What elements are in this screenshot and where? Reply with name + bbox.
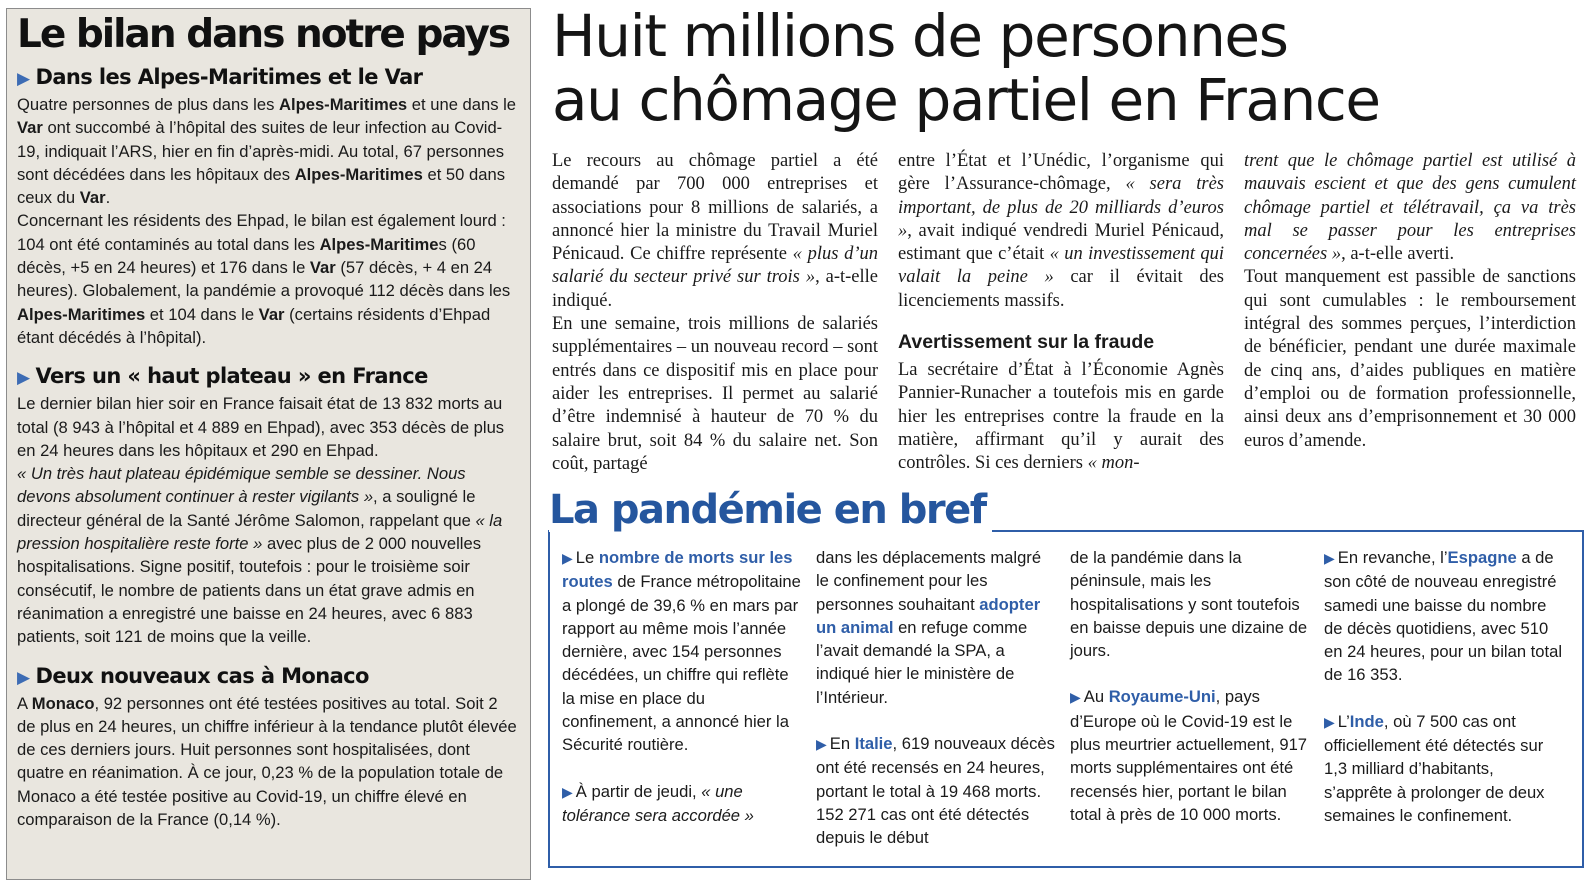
triangle-bullet-icon: ▶ (816, 736, 827, 753)
sidebar-section-france (17, 363, 520, 648)
quote-text: « une tolérance sera accordée » (562, 781, 754, 825)
text-run: , 92 personnes ont été testées positives au total. Soit 2 de plus en 24 heures, un chiffre inférieur à la tendance plutôt élevée de ces derniers jours. Huit personnes sont hospitalisées, dont quatre en réanimation. À ce jour, 0,23 % de la population totale de Monaco a été testée positive au Covid-19, un chiffre élevé en comparaison de la France (0,14 %). (17, 693, 517, 830)
article-column-1 (552, 150, 878, 476)
text-run: (57 décès, + 4 en 24 heures). Globalement, la pandémie a provoqué 112 décès dans les (17, 258, 511, 301)
bold-text: Var (79, 188, 106, 208)
text-run: , où 7 500 cas ont officiellement été détectés sur 1,3 milliard d’habitants, s’apprête à prolonger de deux semaines le confinement. (1324, 711, 1545, 825)
bold-text: Italie (854, 734, 893, 754)
text-run: s (60 décès, +5 en 24 heures) et 176 dans le (17, 234, 476, 278)
quote-text: « mon- (1087, 453, 1140, 474)
text-run: car il évitait des licenciements massifs. (898, 267, 1224, 311)
bref-item (562, 780, 802, 828)
text-run: La secrétaire d’État à l’Économie Agnès Pannier-Runacher a toutefois mis en garde hier les entreprises contre la fraude en la matière, affirmant qu’il y aurait des contrôles. Si ces derniers (898, 360, 1224, 474)
bold-text: Monaco (31, 693, 95, 713)
text-run: L’ (1337, 711, 1350, 731)
bold-text: Inde (1349, 711, 1384, 731)
text-run: dans les déplacements malgré le confinement pour les personnes souhaitant (816, 548, 1042, 614)
text-run: , a-t-elle indiqué. (552, 267, 879, 311)
paragraph (17, 462, 520, 648)
bold-text: Var (258, 304, 285, 324)
subheading-fraude: Avertissement sur la fraude (898, 331, 1155, 354)
text-run: A (17, 693, 32, 713)
paragraph (1244, 266, 1576, 452)
text-run: de la pandémie dans la péninsule, mais les hospitalisations y sont toutefois en baisse depuis une dizaine de jours. (1070, 548, 1308, 661)
section-body (17, 692, 520, 832)
bold-text: Alpes-Maritimes (17, 304, 146, 324)
triangle-bullet-icon: ▶ (1324, 713, 1335, 730)
sidebar-box (6, 8, 531, 880)
article-column-3 (1244, 150, 1576, 453)
triangle-bullet-icon: ▶ (562, 783, 573, 800)
bref-column-2 (816, 546, 1056, 873)
text-run: (certains résidents d’Ehpad étant décédés à l’hôpital). (17, 304, 491, 347)
paragraph (898, 359, 1224, 475)
article-column-2-top (898, 150, 1224, 313)
text-run: , 619 nouveaux décès ont été recensés en 24 heures, portant le total à 19 468 morts. 152 271 cas ont été détectés depuis le début (816, 734, 1055, 848)
paragraph (552, 313, 878, 476)
bref-item (1324, 710, 1564, 827)
text-run: , avait indiqué vendredi Muriel Pénicaud, estimant que c’était (898, 220, 1224, 265)
bold-text: Var (309, 258, 336, 278)
bref-item (1324, 546, 1564, 687)
text-run: , a souligné le directeur général de la Santé Jérôme Salomon, rappelant que (17, 487, 476, 530)
section-heading: ▶ Vers un « haut plateau » en France (17, 364, 428, 389)
text-run: en refuge comme l’avait demandé la SPA, a indiqué hier le ministère de l’Intérieur. (816, 617, 1028, 707)
bold-text: nombre de morts sur les routes (562, 548, 793, 592)
bref-title: La pandémie en bref (549, 488, 992, 532)
quote-text: « plus d’un salarié du secteur privé sur trois » (552, 244, 879, 288)
text-run: Quatre personnes de plus dans les (17, 95, 279, 114)
paragraph (17, 392, 520, 462)
bold-text: Alpes-Maritime (319, 234, 439, 254)
paragraph (1244, 150, 1576, 266)
bold-text: Var (17, 118, 43, 138)
text-run: Le recours au chômage partiel a été demandé par 700 000 entreprises et associations pour 8 millions de salariés, a annoncé hier la ministre du Travail Muriel Pénicaud. Ce chiffre représente (552, 151, 878, 265)
bold-text: Espagne (1447, 548, 1517, 567)
quote-text: trent que le chômage partiel est utilisé à mauvais escient et que des gens cumulent chômage partiel et télétravail, ça va très mal se passer pour les entreprises concernées » (1244, 151, 1576, 265)
paragraph (17, 692, 520, 832)
paragraph (17, 209, 520, 349)
section-heading: ▶ Deux nouveaux cas à Monaco (17, 663, 369, 688)
bref-item (562, 546, 802, 757)
bref-column-4 (1324, 546, 1564, 850)
text-run: a de son côté de nouveau enregistré samedi une baisse du nombre de décès quotidiens, avec 510 en 24 heures, pour un bilan total de 16 353. (1324, 548, 1563, 685)
text-run: En revanche, l’ (1337, 548, 1448, 567)
text-run: de France métropolitaine a plongé de 39,6 % en mars par rapport au même mois l’année dernière, avec 154 personnes décédées, un chiffre qui reflète la mise en place du confinement, a annoncé hier la Sécurité routière. (562, 572, 801, 755)
text-run: entre l’État et l’Unédic, l’organisme qui gère l’Assurance-chômage, (898, 151, 1224, 195)
text-run: ont succombé à l’hôpital des suites de leur infection au Covid-19, indiquait l’ARS, hier en fin d’après-midi. Au total, 67 personnes sont décédées dans les hôpitaux des (17, 118, 505, 184)
text-run: En une semaine, trois millions de salariés supplémentaires – un nouveau record – sont entrés dans ce dispositif mis en place pour aider les entreprises. Il permet au salarié d’être indemnisé à hauteur de 70 % du salaire brut, soit 84 % du salaire net. Son coût, partagé (552, 314, 878, 474)
text-run: et 104 dans le (145, 304, 259, 324)
triangle-bullet-icon: ▶ (562, 550, 573, 566)
triangle-bullet-icon: ▶ (17, 69, 30, 89)
section-body (17, 93, 520, 349)
quote-text: « la pression hospitalière reste forte » (17, 510, 503, 554)
triangle-bullet-icon: ▶ (17, 368, 30, 389)
text-run: Au (1083, 687, 1109, 707)
paragraph (17, 93, 520, 209)
bold-text: Royaume-Uni (1108, 687, 1216, 707)
article-column-2 (898, 150, 1224, 476)
text-run: Tout manquement est passible de sanctions qui sont cumulables : le remboursement intégral des sommes perçues, l’interdiction de bénéficier, pendant une durée maximale de cinq ans, d’aides publiques en matière d’emploi ou de formation professionnelle, ainsi deux ans d’emprisonnement et 30 000 euros d’amende. (1244, 267, 1576, 451)
bref-item (816, 546, 1056, 709)
text-run: Le (575, 548, 599, 567)
paragraph (552, 150, 878, 313)
sidebar-section-alpes (17, 64, 520, 349)
text-run: et une dans le (407, 95, 517, 114)
text-run: , a-t-elle averti. (1341, 244, 1455, 265)
bref-column-3 (1070, 546, 1310, 849)
article-columns (552, 150, 1582, 480)
section-body (17, 392, 520, 648)
bref-box (548, 530, 1584, 868)
bref-item (1070, 546, 1310, 662)
triangle-bullet-icon: ▶ (1324, 550, 1335, 566)
bref-item (816, 732, 1056, 849)
bref-column-1 (562, 546, 802, 850)
text-run: , pays d’Europe où le Covid-19 est le plus meurtrier actuellement, 917 morts supplémentaires ont été recensés hier, portant le bilan total à près de 10 000 morts. (1070, 687, 1308, 824)
bold-text: Alpes-Maritimes (278, 95, 408, 114)
section-heading: ▶ Dans les Alpes-Maritimes et le Var (17, 65, 423, 89)
quote-text: « un investissement qui valait la peine » (898, 244, 1224, 288)
text-run: avec plus de 2 000 nouvelles hospitalisations. Signe positif, toutefois : pour le troisième soir consécutif, le nombre de patients dans un état grave admis en réanimation a enregistré une baisse en 24 heures, avec 6 883 patients, soit 121 de moins que la veille. (17, 534, 481, 647)
sidebar-section-monaco (17, 663, 520, 832)
article-column-2-bottom (898, 359, 1224, 475)
article-headline (552, 4, 1380, 132)
bold-text: adopter un animal (816, 594, 1041, 637)
headline-line-1: Huit millions de personnes (552, 2, 1288, 70)
quote-text: « Un très haut plateau épidémique semble se dessiner. Nous devons absolument continuer à rester vigilants » (17, 464, 466, 507)
bref-item (1070, 685, 1310, 826)
text-run: Concernant les résidents des Ehpad, le bilan est également lourd : 104 ont été contaminés au total dans les (17, 211, 506, 254)
triangle-bullet-icon: ▶ (1070, 689, 1081, 706)
headline-line-2: au chômage partiel en France (552, 66, 1380, 134)
bold-text: Alpes-Maritimes (294, 164, 423, 184)
text-run: et 50 dans ceux du (17, 164, 505, 208)
triangle-bullet-icon: ▶ (17, 667, 30, 688)
text-run: À partir de jeudi, (575, 781, 702, 801)
paragraph (898, 150, 1224, 313)
text-run: Le dernier bilan hier soir en France faisait état de 13 832 morts au total (8 943 à l’hôpital et 4 889 en Ehpad), avec 353 décès de plus en 24 heures dans les hôpitaux et 290 en Ehpad. (17, 394, 505, 460)
sidebar-title: Le bilan dans notre pays (17, 12, 510, 57)
text-run: . (105, 188, 111, 208)
text-run: En (829, 734, 855, 754)
quote-text: « sera très important, de plus de 20 milliards d’euros » (898, 174, 1224, 241)
